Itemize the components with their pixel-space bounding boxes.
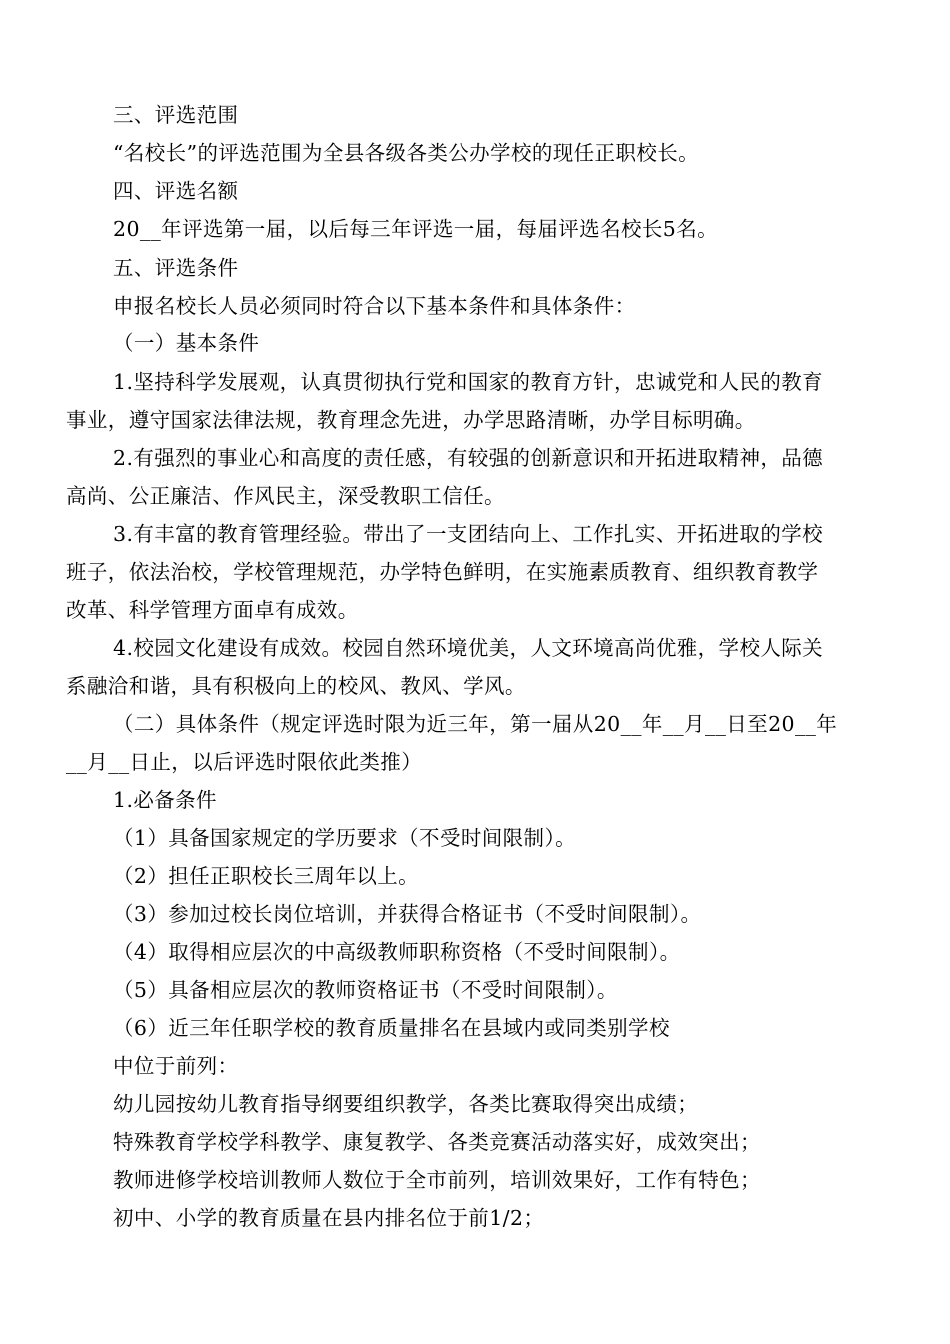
list-item: （3）参加过校长岗位培训，并获得合格证书（不受时间限制）。 <box>113 902 702 926</box>
list-item: （6）近三年任职学校的教育质量排名在县域内或同类别学校 <box>113 1016 670 1040</box>
paragraph-line: 1.坚持科学发展观，认真贯彻执行党和国家的教育方针，忠诚党和人民的教育 <box>113 370 824 394</box>
item-heading-required: 1.必备条件 <box>113 788 217 812</box>
paragraph-line: 20__年评选第一届，以后每三年评选一届，每届评选名校长5名。 <box>113 217 719 241</box>
subsection-heading-basic: （一）基本条件 <box>113 331 260 355</box>
paragraph-line: 初中、小学的教育质量在县内排名位于前1/2； <box>113 1206 545 1230</box>
paragraph-line: 3.有丰富的教育管理经验。带出了一支团结向上、工作扎实、开拓进取的学校 <box>113 522 824 546</box>
paragraph-line: 教师进修学校培训教师人数位于全市前列，培训效果好，工作有特色； <box>113 1168 761 1192</box>
paragraph-line: 事业，遵守国家法律法规，教育理念先进，办学思路清晰，办学目标明确。 <box>66 408 756 432</box>
paragraph-line: 特殊教育学校学科教学、康复教学、各类竞赛活动落实好，成效突出； <box>113 1130 761 1154</box>
section-heading-scope: 三、评选范围 <box>113 103 239 127</box>
paragraph-line: “名校长”的评选范围为全县各级各类公办学校的现任正职校长。 <box>113 141 700 165</box>
list-item: （1）具备国家规定的学历要求（不受时间限制）。 <box>113 826 576 850</box>
list-item: （2）担任正职校长三周年以上。 <box>113 864 420 888</box>
paragraph-line: 4.校园文化建设有成效。校园自然环境优美，人文环境高尚优雅，学校人际关 <box>113 636 824 660</box>
section-heading-conditions: 五、评选条件 <box>113 256 239 280</box>
subsection-heading-specific: （二）具体条件（规定评选时限为近三年，第一届从20__年__月__日至20__年 <box>113 712 838 736</box>
paragraph-line: 改革、科学管理方面卓有成效。 <box>66 598 359 622</box>
section-heading-quota: 四、评选名额 <box>113 179 239 203</box>
paragraph-line: 2.有强烈的事业心和高度的责任感，有较强的创新意识和开拓进取精神，品德 <box>113 446 824 470</box>
paragraph-line: 高尚、公正廉洁、作风民主，深受教职工信任。 <box>66 484 505 508</box>
paragraph-line: 中位于前列： <box>113 1054 239 1078</box>
paragraph-line: 班子，依法治校，学校管理规范，办学特色鲜明，在实施素质教育、组织教育教学 <box>66 560 819 584</box>
paragraph-line: 幼儿园按幼儿教育指导纲要组织教学，各类比赛取得突出成绩； <box>113 1092 699 1116</box>
list-item: （4）取得相应层次的中高级教师职称资格（不受时间限制）。 <box>113 940 681 964</box>
paragraph-line: 系融洽和谐，具有积极向上的校风、教风、学风。 <box>66 674 526 698</box>
paragraph-line: 申报名校长人员必须同时符合以下基本条件和具体条件： <box>113 294 636 318</box>
list-item: （5）具备相应层次的教师资格证书（不受时间限制）。 <box>113 978 618 1002</box>
paragraph-line: __月__日止，以后评选时限依此类推） <box>66 750 423 774</box>
